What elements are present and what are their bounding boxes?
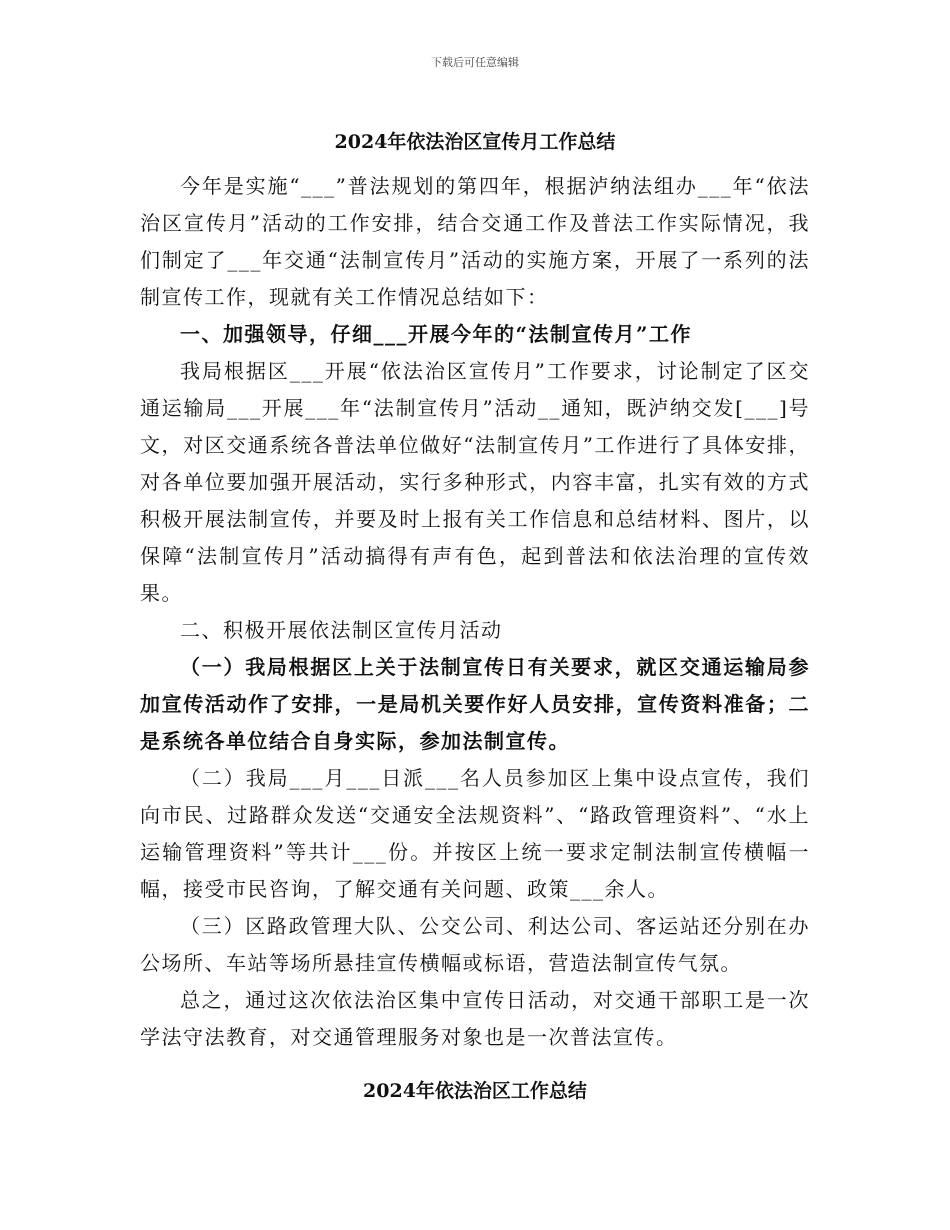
paragraph-item-3: （三）区路政管理大队、公交公司、利达公司、客运站还分别在办公场所、车站等场所悬挂宣传横幅或标语，营造法制宣传气氛。 xyxy=(140,914,810,975)
paragraph-intro: 今年是实施“___”普法规划的第四年，根据泸纳法组办___年“依法治区宣传月”活动的工作安排，结合交通工作及普法工作实际情况，我们制定了___年交通“法制宣传月”活动的实施方案，开展了一系列的法制宣传工作，现就有关工作情况总结如下： xyxy=(140,174,810,309)
document-title: 2024年依法治区宣传月工作总结 xyxy=(334,131,616,153)
paragraph-conclusion: 总之，通过这次依法治区集中宣传日活动，对交通干部职工是一次学法守法教育，对交通管理服务对象也是一次普法宣传。 xyxy=(140,988,810,1049)
next-document-title: 2024年依法治区工作总结 xyxy=(363,1080,587,1102)
document-body xyxy=(140,168,810,1056)
paragraph-section-1: 我局根据区___开展“依法治区宣传月”工作要求，讨论制定了区交通运输局___开展___年“法制宣传月”活动__通知，既泸纳交发[___]号文，对区交通系统各普法单位做好“法制宣传月”工作进行了具体安排，对各单位要加强开展活动，实行多种形式，内容丰富，扎实有效的方式积极开展法制宣传，并要及时上报有关工作信息和总结材料、图片，以保障“法制宣传月”活动搞得有声有色，起到普法和依法治理的宣传效果。 xyxy=(140,359,810,605)
section-heading-1: 一、加强领导，仔细___开展今年的“法制宣传月”工作 xyxy=(180,322,693,346)
header-note: 下载后可任意编辑 xyxy=(431,56,519,69)
paragraph-item-1: （一）我局根据区上关于法制宣传日有关要求，就区交通运输局参加宣传活动作了安排，一是局机关要作好人员安排，宣传资料准备；二是系统各单位结合自身实际，参加法制宣传。 xyxy=(140,655,810,753)
paragraph-item-2: （二）我局___月___日派___名人员参加区上集中设点宣传，我们向市民、过路群众发送“交通安全法规资料”、“路政管理资料”、“水上运输管理资料”等共计___份。并按区上统一要求定制法制宣传横幅一幅，接受市民咨询，了解交通有关问题、政策___余人。 xyxy=(140,766,810,901)
section-heading-2: 二、积极开展依法制区宣传月活动 xyxy=(180,618,503,642)
